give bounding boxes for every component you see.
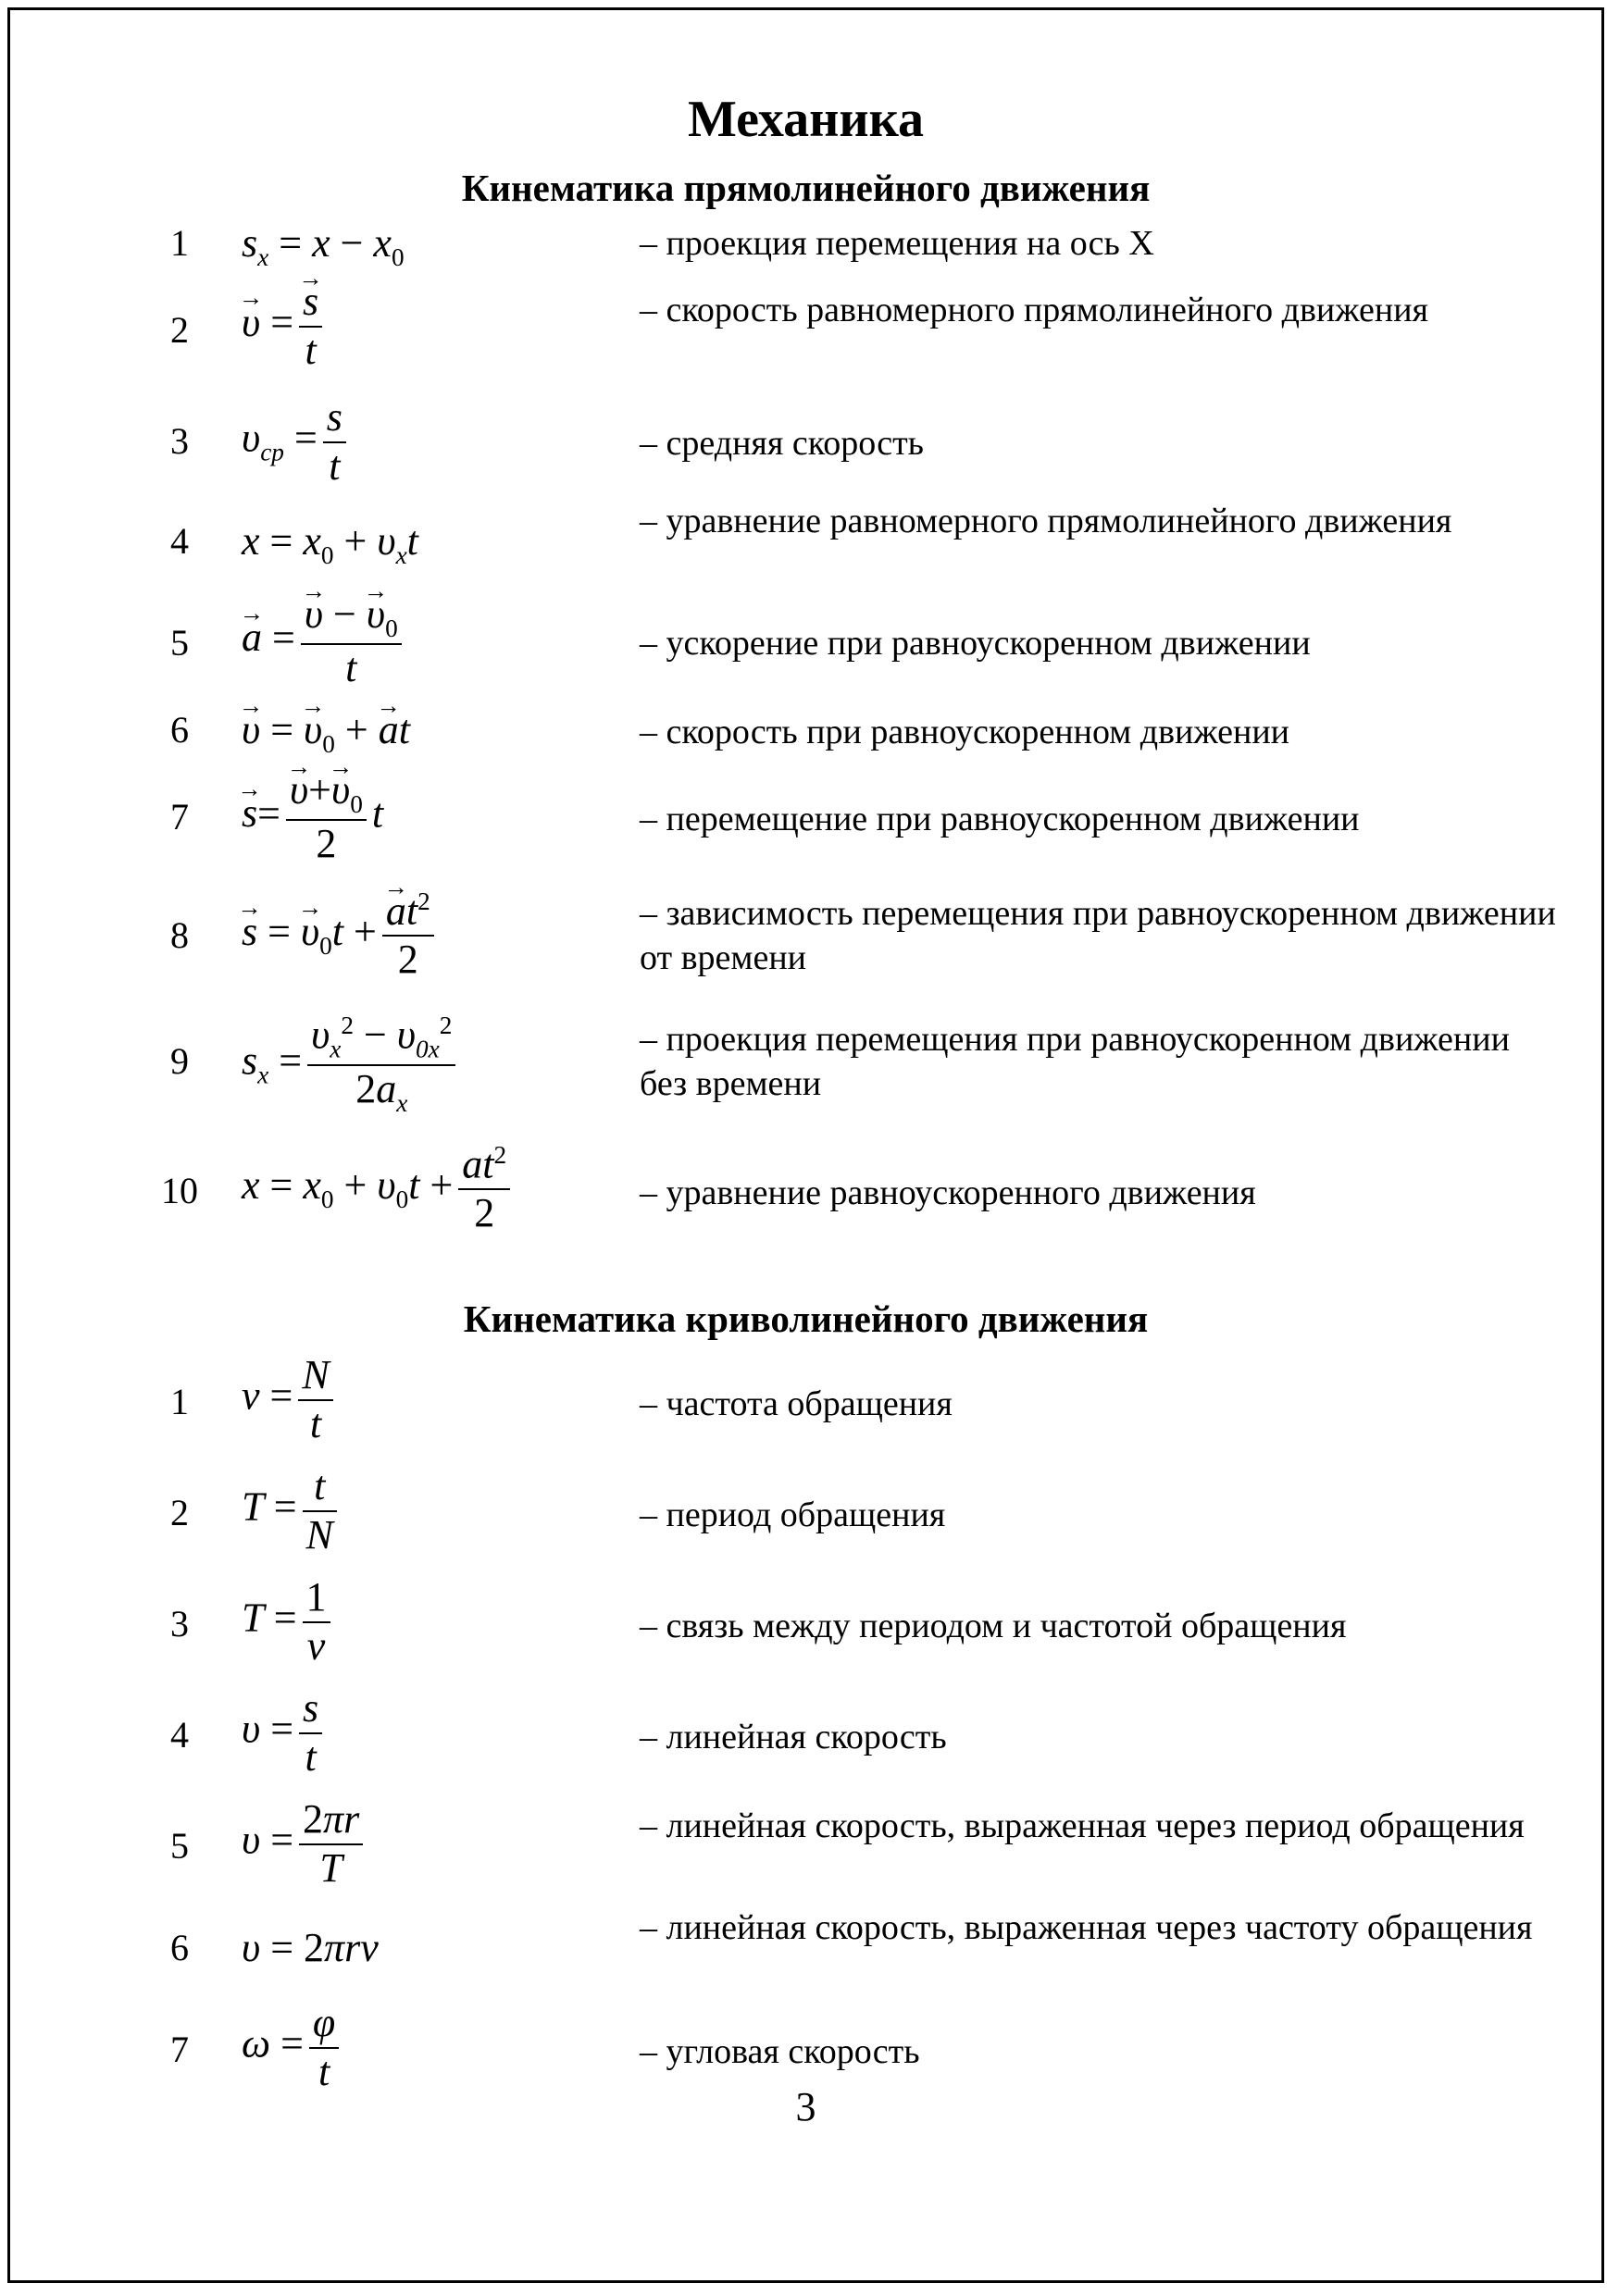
- formula-description: – проекция перемещения при равноускоренном движении без времени: [640, 1020, 1510, 1103]
- formula-description: – скорость равномерного прямолинейного движения: [640, 291, 1429, 329]
- formula-number: 3: [170, 1603, 189, 1644]
- formula-description: – связь между периодом и частотой обращения: [640, 1607, 1347, 1645]
- formula-number: 3: [170, 420, 189, 462]
- formula: → υ = → $\upsilon_0$ + → at: [242, 706, 410, 759]
- formula-number: 2: [170, 1492, 189, 1533]
- formula-description: – угловая скорость: [640, 2032, 920, 2071]
- formula-description: – проекция перемещения на ось X: [640, 224, 1154, 263]
- formula: $x = x_0 + \upsilon_xt$: [242, 518, 418, 569]
- formula-number: 7: [170, 2029, 189, 2070]
- formula-number: 9: [170, 1040, 189, 1082]
- formula-description: – уравнение равномерного прямолинейного движения: [640, 502, 1452, 540]
- formula-description: – частота обращения: [640, 1384, 953, 1423]
- formula: $\upsilon_{cp}$ = $\frac{s}{t}$: [242, 394, 352, 490]
- formula-number: 4: [170, 1714, 189, 1756]
- formula-number: 1: [170, 222, 189, 264]
- formula-description: – линейная скорость, выраженная через период обращения: [640, 1806, 1525, 1845]
- formula: T = $\frac{1}{\nu}$: [242, 1574, 336, 1669]
- formula-number: 4: [170, 520, 189, 562]
- formula: → s = → $\upsilon_0t$ + → $\frac{at^2}{2}$: [242, 887, 440, 984]
- formula-description: – уравнение равноускоренного движения: [640, 1173, 1256, 1212]
- formula-number: 10: [161, 1170, 198, 1211]
- formula-description: – средняя скорость: [640, 424, 925, 463]
- formula-number: 8: [170, 914, 189, 956]
- formula-number: 7: [170, 796, 189, 838]
- formula-description: – ускорение при равноускоренном движении: [640, 624, 1311, 663]
- formula-number: 1: [170, 1381, 189, 1422]
- formula: υ = $\frac{s}{t}$: [242, 1685, 328, 1781]
- page-number: 3: [795, 2084, 816, 2129]
- formula: $s_x$ = $\frac{\upsilon_x^2 - \upsilon_{0x}^2}{2a_x}$: [242, 1011, 461, 1118]
- formula-number: 6: [170, 709, 189, 751]
- formula: υ = $\frac{2\pi r}{T}$: [242, 1796, 368, 1892]
- document-page: [7, 7, 1604, 2283]
- formula: $s_x = x - x_0$: [242, 220, 405, 271]
- formula-description: – линейная скорость: [640, 1718, 947, 1756]
- formula-description: – зависимость перемещения при равноускоренном движении от времени: [640, 894, 1556, 977]
- formula-description: – скорость при равноускоренном движении: [640, 713, 1290, 751]
- section-title-linear: Кинематика прямолинейного движения: [461, 167, 1151, 209]
- formula: ω = $\frac{\varphi}{t}$: [242, 2000, 344, 2095]
- formula: → υ = → $\frac{s}{t}$: [242, 279, 328, 374]
- formula: → a = → $\frac{\upsilon - \to \upsilon_0}{t}$: [242, 591, 407, 692]
- formula-description: – линейная скорость, выраженная через частоту обращения: [640, 1908, 1533, 1947]
- formula-description: – период обращения: [640, 1496, 946, 1534]
- formula-description: – перемещение при равноускоренном движении: [640, 800, 1360, 838]
- section-title-curvilinear: Кинематика криволинейного движения: [463, 1297, 1149, 1340]
- formula-number: 6: [170, 1927, 189, 1968]
- formula: υ = 2πrν: [242, 1925, 379, 1970]
- formula-number: 2: [170, 309, 189, 351]
- formula: → s= → $\frac{\upsilon+\to \upsilon_0}{2}$ t: [242, 767, 383, 868]
- formula-number: 5: [170, 1825, 189, 1867]
- formula: ν = $\frac{N}{t}$: [242, 1352, 339, 1447]
- formula: T = $\frac{t}{N}$: [242, 1463, 342, 1558]
- page-title: Механика: [687, 91, 925, 148]
- formula: $x = x_0 + \upsilon_0t$ + $\frac{at^2}{2}$: [242, 1141, 516, 1237]
- formula-number: 5: [170, 622, 189, 664]
